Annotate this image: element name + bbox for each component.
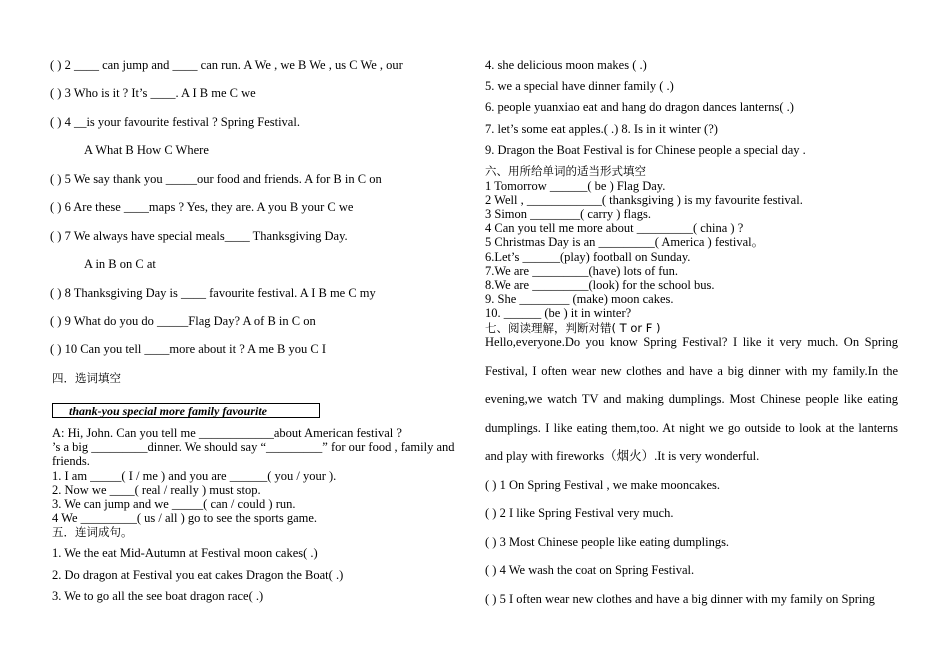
fill-line-6: 3. We can jump and we _____( can / could ) run. [52, 497, 296, 511]
reading-passage: Hello,everyone.Do you know Spring Festival? I like it very much. On Spring Festival, I often wear new clothes and have a big dinner with my family.In the evening,we watch TV and making dumplings. Most Chinese people like eating dumplings. I like eating them,too. At night we go outside to look at the lanterns and play with fireworks（烟火）.It is very wonderful. [485, 335, 898, 463]
form-line-6: 6.Let’s ______(play) football on Sunday. [485, 250, 691, 264]
question-7-options: A in B on C at [84, 257, 156, 271]
question-7: ( ) 7 We always have special meals____ Thanksgiving Day. [50, 229, 348, 243]
question-6: ( ) 6 Are these ____maps ? Yes, they are. A you B your C we [50, 200, 354, 214]
section-6-title: 六、用所给单词的适当形式填空 [485, 164, 646, 178]
form-line-7: 7.We are _________(have) lots of fun. [485, 264, 679, 278]
word-box: thank-you special more family favourite [52, 403, 320, 418]
fill-line-2: ’s a big _________dinner. We should say “_________” for our food , family and [52, 440, 455, 454]
fill-line-3: friends. [52, 454, 90, 468]
true-false-4: ( ) 4 We wash the coat on Spring Festival. [485, 563, 695, 577]
sentence-2: 2. Do dragon at Festival you eat cakes Dragon the Boat( .) [52, 568, 344, 582]
form-line-5: 5 Christmas Day is an _________( America ) festival。 [485, 235, 765, 249]
fill-line-1: A: Hi, John. Can you tell me ____________about American festival ? [52, 426, 402, 440]
question-4: ( ) 4 __is your favourite festival ? Spring Festival. [50, 115, 300, 129]
sentence-1: 1. We the eat Mid-Autumn at Festival moon cakes( .) [52, 546, 318, 560]
true-false-1: ( ) 1 On Spring Festival , we make mooncakes. [485, 478, 721, 492]
form-line-9: 9. She ________ (make) moon cakes. [485, 292, 674, 306]
form-line-8: 8.We are _________(look) for the school bus. [485, 278, 715, 292]
true-false-2: ( ) 2 I like Spring Festival very much. [485, 506, 674, 520]
form-line-3: 3 Simon ________( carry ) flags. [485, 207, 651, 221]
question-10: ( ) 10 Can you tell ____more about it ? A me B you C I [50, 342, 327, 356]
section-4-title: 四．选词填空 [52, 371, 121, 385]
sentence-9: 9. Dragon the Boat Festival is for Chinese people a special day . [485, 143, 806, 157]
sentence-4: 4. she delicious moon makes ( .) [485, 58, 647, 72]
question-2: ( ) 2 ____ can jump and ____ can run. A We , we B We , us C We , our [50, 58, 403, 72]
form-line-2: 2 Well , ____________( thanksgiving ) is my favourite festival. [485, 193, 803, 207]
fill-line-7: 4 We _________( us / all ) go to see the sports game. [52, 511, 318, 525]
sentence-5: 5. we a special have dinner family ( .) [485, 79, 674, 93]
section-5-title: 五．连词成句。 [52, 525, 133, 539]
true-false-5: ( ) 5 I often wear new clothes and have a big dinner with my family on Spring [485, 592, 875, 606]
question-3: ( ) 3 Who is it ? It’s ____. A I B me C we [50, 86, 256, 100]
sentence-7-8: 7. let’s some eat apples.( .) 8. Is in it winter (?) [485, 122, 718, 136]
question-5: ( ) 5 We say thank you _____our food and friends. A for B in C on [50, 172, 382, 186]
true-false-3: ( ) 3 Most Chinese people like eating dumplings. [485, 535, 730, 549]
question-9: ( ) 9 What do you do _____Flag Day? A of B in C on [50, 314, 316, 328]
sentence-6: 6. people yuanxiao eat and hang do dragon dances lanterns( .) [485, 100, 794, 114]
sentence-3: 3. We to go all the see boat dragon race( .) [52, 589, 264, 603]
fill-line-4: 1. I am _____( I / me ) and you are ______( you / your ). [52, 469, 337, 483]
form-line-1: 1 Tomorrow ______( be ) Flag Day. [485, 179, 666, 193]
question-8: ( ) 8 Thanksgiving Day is ____ favourite festival. A I B me C my [50, 286, 376, 300]
section-7-title: 七、阅读理解，判断对错( T or F ) [485, 321, 661, 335]
question-4-options: A What B How C Where [84, 143, 209, 157]
fill-line-5: 2. Now we ____( real / really ) must stop. [52, 483, 261, 497]
form-line-4: 4 Can you tell me more about _________( china ) ? [485, 221, 744, 235]
form-line-10: 10. ______ (be ) it in winter? [485, 306, 632, 320]
